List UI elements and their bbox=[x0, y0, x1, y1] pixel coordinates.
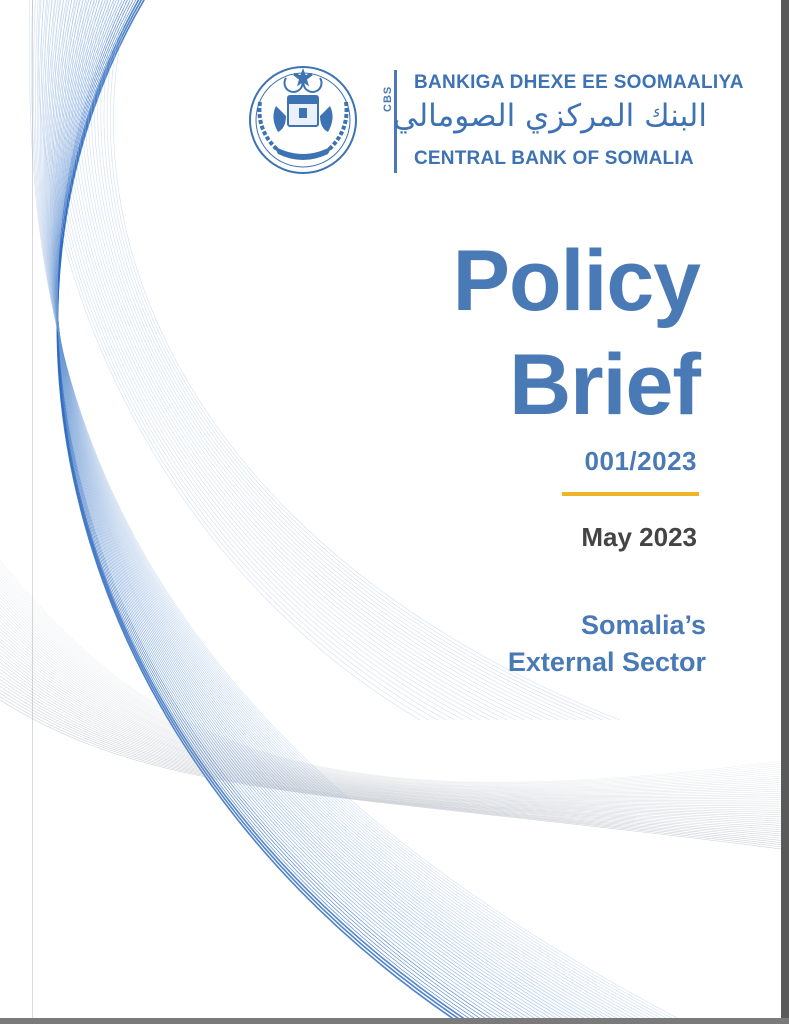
topic-line-2: External Sector bbox=[507, 647, 706, 677]
brief-number: 001/2023 bbox=[584, 446, 697, 476]
title-line-2: Brief bbox=[509, 337, 700, 433]
bank-name-english: CENTRAL BANK OF SOMALIA bbox=[414, 148, 694, 169]
bottom-page-edge bbox=[0, 1018, 789, 1024]
bank-name-somali: BANKIGA DHEXE EE SOOMAALIYA bbox=[414, 72, 744, 93]
right-page-edge bbox=[781, 0, 789, 1024]
bank-name-arabic: البنك المركزي الصومالي bbox=[392, 98, 707, 134]
topic-line-1: Somalia’s bbox=[580, 610, 706, 640]
bank-logo bbox=[236, 62, 744, 182]
accent-divider bbox=[562, 492, 699, 496]
bank-abbreviation: CBS bbox=[382, 85, 394, 112]
publication-date: May 2023 bbox=[581, 522, 697, 552]
bank-emblem-icon bbox=[236, 62, 376, 182]
title-line-1: Policy bbox=[452, 233, 700, 329]
